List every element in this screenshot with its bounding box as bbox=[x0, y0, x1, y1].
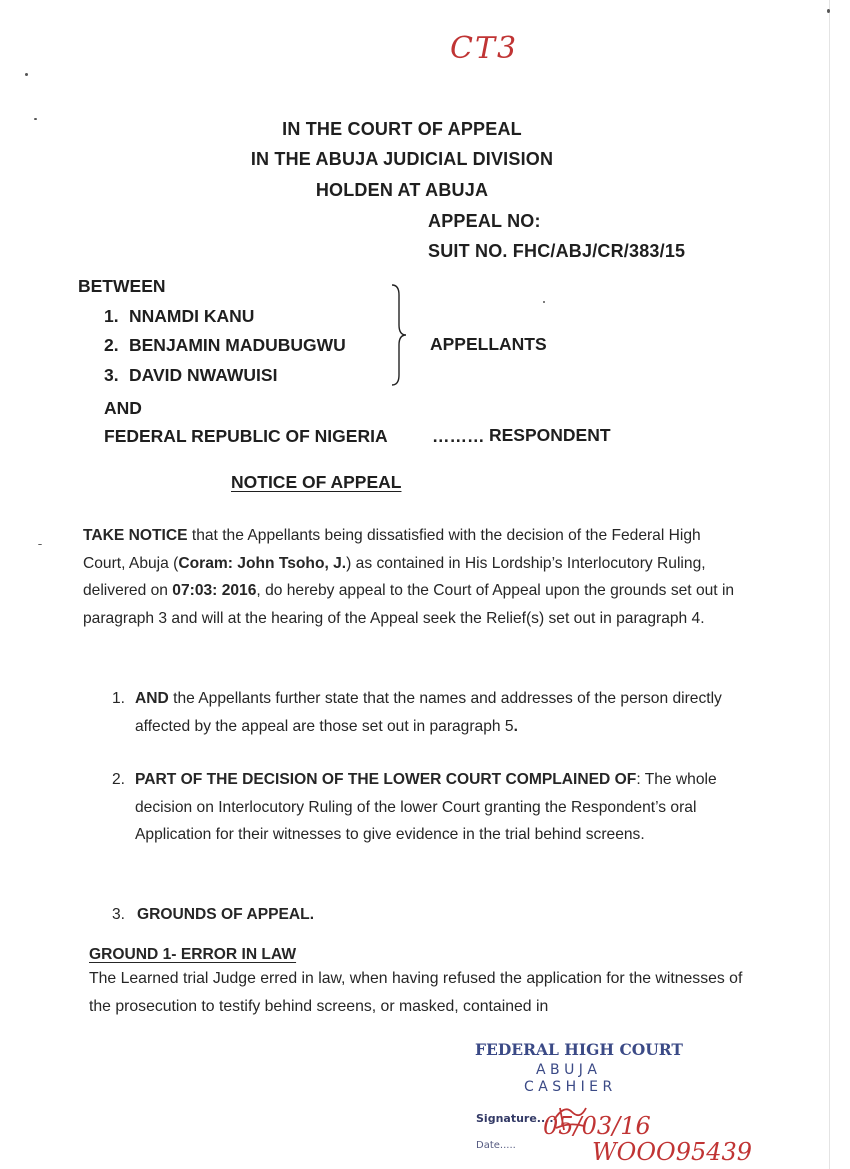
scan-speck bbox=[827, 9, 830, 13]
court-title: IN THE COURT OF APPEAL bbox=[282, 119, 522, 139]
appeal-number: APPEAL NO: bbox=[428, 211, 541, 231]
stamp-city: A B U J A bbox=[536, 1062, 597, 1078]
handwritten-stamp-date: 05/03/16 bbox=[543, 1112, 651, 1140]
grounds-heading: GROUNDS OF APPEAL. bbox=[137, 906, 315, 923]
stamp-cashier: C A S H I E R bbox=[524, 1079, 613, 1095]
appellant-name: BENJAMIN MADUBUGWU bbox=[129, 335, 346, 355]
page-edge-line bbox=[829, 0, 830, 1169]
respondent-label: RESPONDENT bbox=[489, 425, 611, 445]
right-curly-brace bbox=[390, 283, 410, 387]
holden-title: HOLDEN AT ABUJA bbox=[315, 180, 489, 200]
appellant-name: NNAMDI KANU bbox=[129, 306, 255, 326]
item-body: : The whole decision on Interlocutory Ruling of the lower Court granting the Respondent’s oral Application for their witnesses to give evidence in the trial behind screens. bbox=[135, 771, 717, 843]
appellant-number: 2. bbox=[104, 335, 119, 355]
item-tail: . bbox=[513, 717, 518, 735]
intro-text-1: that the Appellants being dissatisfied with the decision of the Federal High Court, Abuja ( bbox=[83, 527, 701, 572]
suit-number: SUIT NO. FHC/ABJ/CR/383/15 bbox=[428, 241, 686, 261]
item-number: 1. bbox=[112, 690, 126, 707]
item-2-text bbox=[135, 766, 725, 849]
ground-1-heading: GROUND 1- ERROR IN LAW bbox=[89, 946, 297, 963]
scan-speck bbox=[543, 301, 545, 303]
scan-speck bbox=[25, 73, 28, 76]
appellants-label: APPELLANTS bbox=[430, 334, 547, 354]
intro-lead: TAKE NOTICE bbox=[83, 527, 188, 544]
appellant-item bbox=[104, 335, 346, 356]
coram-text: Coram: John Tsoho, J. bbox=[178, 554, 347, 572]
and-label: AND bbox=[104, 398, 142, 418]
stamp-court-name: FEDERAL HIGH COURT bbox=[475, 1040, 683, 1059]
division-title: IN THE ABUJA JUDICIAL DIVISION bbox=[250, 149, 554, 169]
ruling-date: 07:03: 2016 bbox=[172, 582, 257, 599]
intro-paragraph bbox=[83, 522, 743, 632]
appellant-item bbox=[104, 365, 277, 386]
intro-text-3: , do hereby appeal to the Court of Appeal upon the grounds set out in paragraph 3 and will at the hearing of the Appeal seek the Relief(s) set out in paragraph 4. bbox=[83, 582, 735, 627]
between-label: BETWEEN bbox=[78, 276, 166, 296]
appellant-number: 1. bbox=[104, 306, 119, 326]
notice-title: NOTICE OF APPEAL bbox=[231, 472, 402, 492]
ground-1-text: The Learned trial Judge erred in law, when having refused the application for the witnesses of the prosecution to testify behind screens, or masked, contained in bbox=[89, 970, 743, 1015]
appellant-number: 3. bbox=[104, 365, 119, 385]
handwritten-receipt-number: WOOO95439 bbox=[592, 1138, 753, 1166]
handwritten-ct3-mark bbox=[448, 28, 548, 70]
appellant-item bbox=[104, 306, 254, 327]
respondent-name: FEDERAL REPUBLIC OF NIGERIA bbox=[104, 426, 388, 446]
handwritten-mark-text: CT3 bbox=[450, 31, 519, 66]
stamp-date-label: Date..... bbox=[476, 1140, 516, 1151]
respondent-dots: ……… bbox=[432, 426, 485, 446]
intro-text-2: ) as contained in His Lordship’s Interlocutory Ruling, delivered on bbox=[83, 554, 706, 599]
item-lead: PART OF THE DECISION OF THE LOWER COURT COMPLAINED OF bbox=[135, 771, 637, 788]
scan-speck bbox=[38, 544, 42, 545]
court-cashier-stamp bbox=[470, 1036, 830, 1166]
stamp-signature-label: Signature.... bbox=[476, 1112, 554, 1125]
item-1-text bbox=[135, 685, 725, 740]
item-body: the Appellants further state that the names and addresses of the person directly affected by the appeal are those set out in paragraph 5 bbox=[135, 690, 722, 735]
item-number: 2. bbox=[112, 771, 126, 788]
item-number: 3. bbox=[112, 906, 126, 923]
appellant-name: DAVID NWAWUISI bbox=[129, 365, 278, 385]
item-lead: AND bbox=[135, 690, 169, 707]
